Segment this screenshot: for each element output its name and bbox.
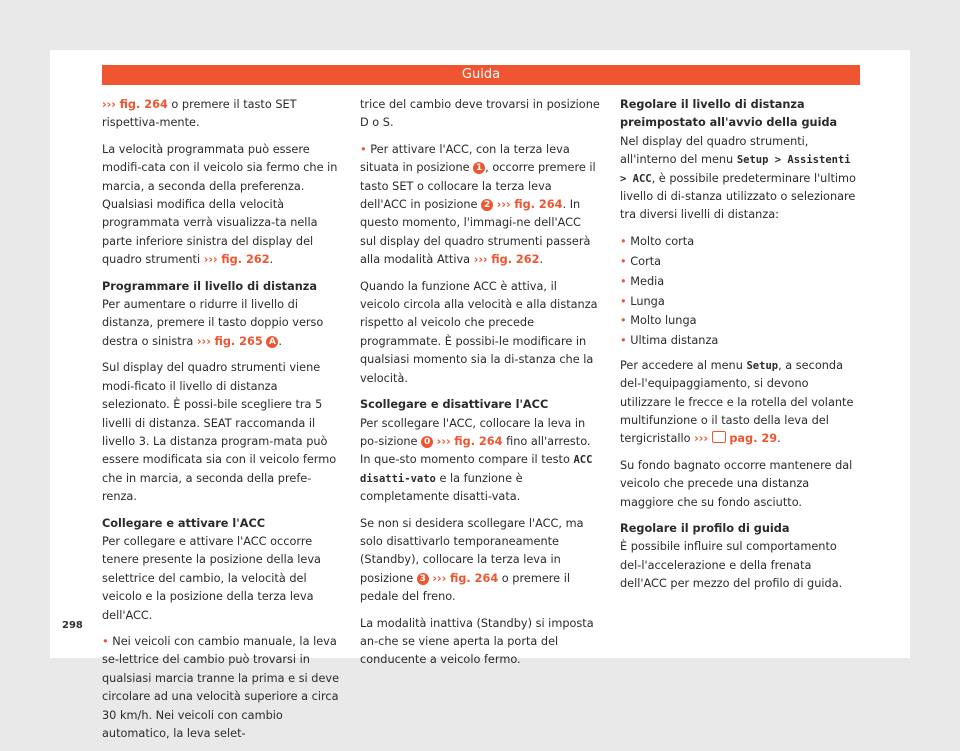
paragraph: È possibile influire sul comportamento del-l'accelerazione e della frenata dell'ACC per mezzo del profilo di guida. (620, 540, 843, 591)
figure-link[interactable]: fig. 264 (514, 198, 563, 212)
paragraph: Per accedere al menu Setup, a seconda del-l'equipaggiamento, si devono utilizzare le frecce e la rotella del volante multifunzione o il tasto della leva del tergicristallo ››› pag. 29. (620, 358, 854, 446)
paragraph: La velocità programmata può essere modifi-cata con il veicolo sia fermo che in marcia, a seconda della preferenza. Qualsiasi modifica della velocità programmata verrà visualizza-ta nella parte inferiore sinistra del display del quadro strumenti ››› fig. 262. (102, 142, 338, 267)
figure-link[interactable]: fig. 264 (449, 571, 499, 585)
section-heading: Regolare il livello di distanza preimpostato all'avvio della guida (620, 98, 838, 130)
paragraph: Per collegare e attivare l'ACC occorre tenere presente la posizione della leva selettrice del cambio, la velocità del veicolo e la posizione della terza leva dell'ACC. (102, 534, 321, 622)
paragraph: trice del cambio deve trovarsi in posizione D o S. (360, 98, 600, 130)
callout-badge: 1 (473, 162, 485, 174)
section-heading: Collegare e attivare l'ACC (102, 516, 266, 530)
list-item: • Ultima distanza (620, 334, 719, 348)
page-number: 298 (62, 620, 83, 631)
callout-badge: 2 (481, 199, 493, 211)
distance-list (620, 233, 860, 351)
section-heading: Programmare il livello di distanza (102, 279, 317, 293)
list-item: • Media (620, 274, 665, 288)
section-heading: Regolare il profilo di guida (620, 522, 790, 536)
page-link[interactable]: pag. 29 (729, 432, 778, 446)
column-3 (620, 96, 860, 602)
paragraph: Se non si desidera scollegare l'ACC, ma solo disattivarlo temporaneamente (Standby), collocare la terza leva in posizione 3 ››› fig. 264 o premere il pedale del freno. (360, 516, 584, 604)
menu-path: Setup > Assistenti > ACC (620, 154, 851, 185)
paragraph: • Per attivare l'ACC, con la terza leva situata in posizione 1 , occorre premere il tasto SET o collocare la terza leva dell'ACC in posizione 2 ››› fig. 264. In questo momento, l'immagi-ne dell'ACC sul display del quadro strumenti passerà alla modalità Attiva ››› fig. 262. (360, 142, 596, 267)
figure-link[interactable]: fig. 262 (221, 253, 270, 267)
callout-badge: 0 (421, 436, 433, 448)
figure-link[interactable]: fig. 264 (454, 434, 503, 448)
list-item: • Molto lunga (620, 314, 697, 328)
list-item: • Lunga (620, 294, 665, 308)
paragraph: Per aumentare o ridurre il livello di distanza, premere il tasto doppio verso destra o sinistra ››› fig. 265 A . (102, 298, 324, 348)
paragraph: • Nei veicoli con cambio manuale, la leva se-lettrice del cambio può trovarsi in qualsiasi marcia tranne la prima e si deve circolare ad una velocità superiore a circa 30 km/h. Nei veicoli con cambio automatico, la leva selet- (102, 634, 340, 740)
callout-badge: A (266, 336, 278, 348)
paragraph: Su fondo bagnato occorre mantenere dal veicolo che precede una distanza maggiore che su fondo asciutto. (620, 458, 853, 509)
paragraph: Quando la funzione ACC è attiva, il veicolo circola alla velocità e alla distanza rispetto al veicolo che precede programmate. È possibi-le modificare in qualsiasi momento sia la di-stanza che la velocità. (360, 279, 598, 385)
menu-path: Setup (746, 359, 779, 372)
list-item: • Molto corta (620, 234, 695, 248)
paragraph: ››› fig. 264 o premere il tasto SET rispettiva-mente. (102, 98, 297, 130)
paragraph: La modalità inattiva (Standby) si imposta an-che se viene aperta la porta del conducente a veicolo fermo. (360, 616, 594, 667)
paragraph: Sul display del quadro strumenti viene modi-ficato il livello di distanza selezionato. È possi-bile scegliere tra 5 livelli di distanza. SEAT raccomanda il livello 3. La distanza program-mata può essere modificata sia con il veicolo fermo che in marcia, a seconda della prefe-renza. (102, 361, 337, 504)
book-icon (712, 431, 726, 443)
paragraph: Per scollegare l'ACC, collocare la leva in po-sizione 0 ››› fig. 264 fino all'arresto. In que-sto momento compare il testo ACC disatti-vato e la funzione è completamente disatti-vata. (360, 416, 593, 504)
section-heading: Scollegare e disattivare l'ACC (360, 398, 549, 412)
chapter-header: Guida (102, 65, 860, 85)
column-2 (360, 96, 600, 678)
figure-link[interactable]: fig. 265 (214, 334, 263, 348)
callout-badge: 3 (417, 573, 429, 585)
column-1 (102, 96, 342, 751)
list-item: • Corta (620, 254, 662, 268)
display-text: ACC disatti-vato (360, 454, 593, 485)
figure-link[interactable]: fig. 264 (119, 98, 168, 111)
figure-link[interactable]: fig. 262 (491, 253, 540, 267)
paragraph: Nel display del quadro strumenti, all'interno del menu Setup > Assistenti > ACC, è possibile predeterminare l'ultimo livello di di-stanza utilizzato o selezionare tra diversi livelli di distanza: (620, 134, 856, 222)
